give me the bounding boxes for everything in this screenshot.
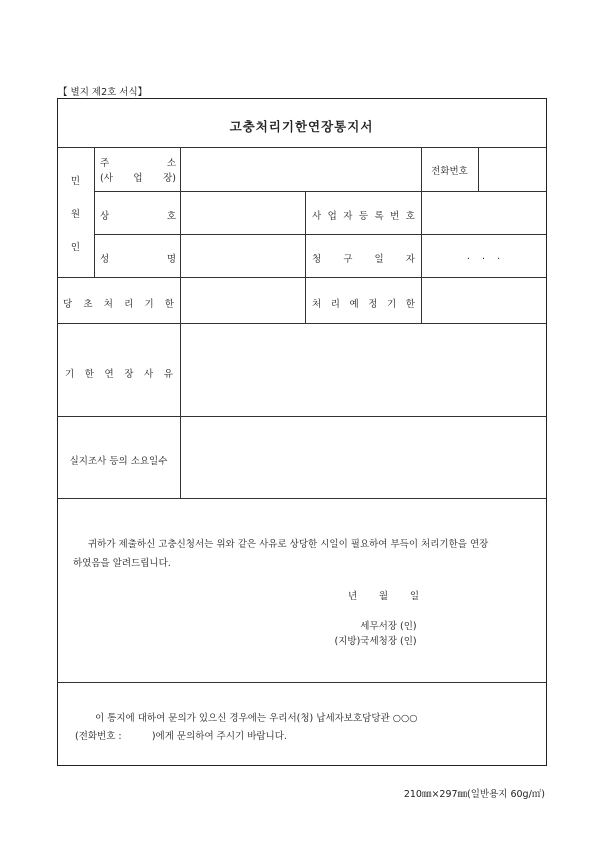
tax-office-head-label: 세무서장 xyxy=(360,621,397,632)
extension-reason-label: 기 한 연 장 사 유 xyxy=(65,369,173,380)
paper-spec: 210㎜×297㎜(일반용지 60g/㎡) xyxy=(403,789,545,800)
field-days-label: 실지조사 등의 소요일수 xyxy=(69,456,168,467)
notice-line-2: 하였음을 알려드립니다. xyxy=(73,558,171,569)
trade-name-field[interactable] xyxy=(181,192,304,233)
petitioner-group-label: 민 원 인 xyxy=(70,176,81,253)
business-reg-field[interactable] xyxy=(422,192,545,233)
phone-field[interactable] xyxy=(479,148,545,190)
extension-reason-field[interactable] xyxy=(181,324,545,415)
original-deadline-field[interactable] xyxy=(181,278,304,322)
page-title: 고충처리기한연장통지서 xyxy=(229,119,374,134)
expected-deadline-label: 처 리 예 정 기 한 xyxy=(312,299,415,310)
tax-office-head-seal: (인) xyxy=(400,621,417,632)
contact-line-1: 이 통지에 대하여 문의가 있으신 경우에는 우리서(청) 납세자보호담당관 ○○○ xyxy=(95,713,418,724)
notice-line-1: 귀하가 제출하신 고충신청서는 위와 같은 사유로 상당한 시일이 필요하여 부득이 처리기한을 연장 xyxy=(88,539,489,550)
rule-days-bottom xyxy=(57,498,546,499)
original-deadline-label: 당 초 처 리 기 한 xyxy=(63,299,174,310)
regional-tax-head-label: (지방)국세청장 xyxy=(334,636,397,647)
rule-trade-bottom xyxy=(94,234,546,235)
address-label-top: 주 소 xyxy=(100,158,176,169)
notice-date: 년 월 일 xyxy=(348,591,419,602)
name-label: 성 명 xyxy=(100,254,176,265)
trade-name-label: 상 호 xyxy=(100,211,176,222)
regional-tax-head-seal: (인) xyxy=(400,636,417,647)
form-number-tag: 【 별지 제2호 서식】 xyxy=(58,87,148,98)
field-days-field[interactable] xyxy=(181,417,545,497)
rule-middle-col-left xyxy=(305,191,306,323)
address-field[interactable] xyxy=(181,148,420,190)
phone-label: 전화번호 xyxy=(431,166,468,177)
business-reg-label: 사 업 자 등 록 번 호 xyxy=(312,211,415,222)
rule-group-right xyxy=(94,147,95,277)
expected-deadline-field[interactable] xyxy=(422,278,545,322)
rule-notice-bottom xyxy=(57,682,546,683)
request-date-field[interactable]: . . . xyxy=(466,251,501,262)
name-field[interactable] xyxy=(181,235,304,276)
contact-line-2: (전화번호 : )에게 문의하여 주시기 바랍니다. xyxy=(75,731,287,742)
address-label-bottom: (사 업 장) xyxy=(100,173,176,184)
request-date-label: 청 구 일 자 xyxy=(312,254,415,265)
